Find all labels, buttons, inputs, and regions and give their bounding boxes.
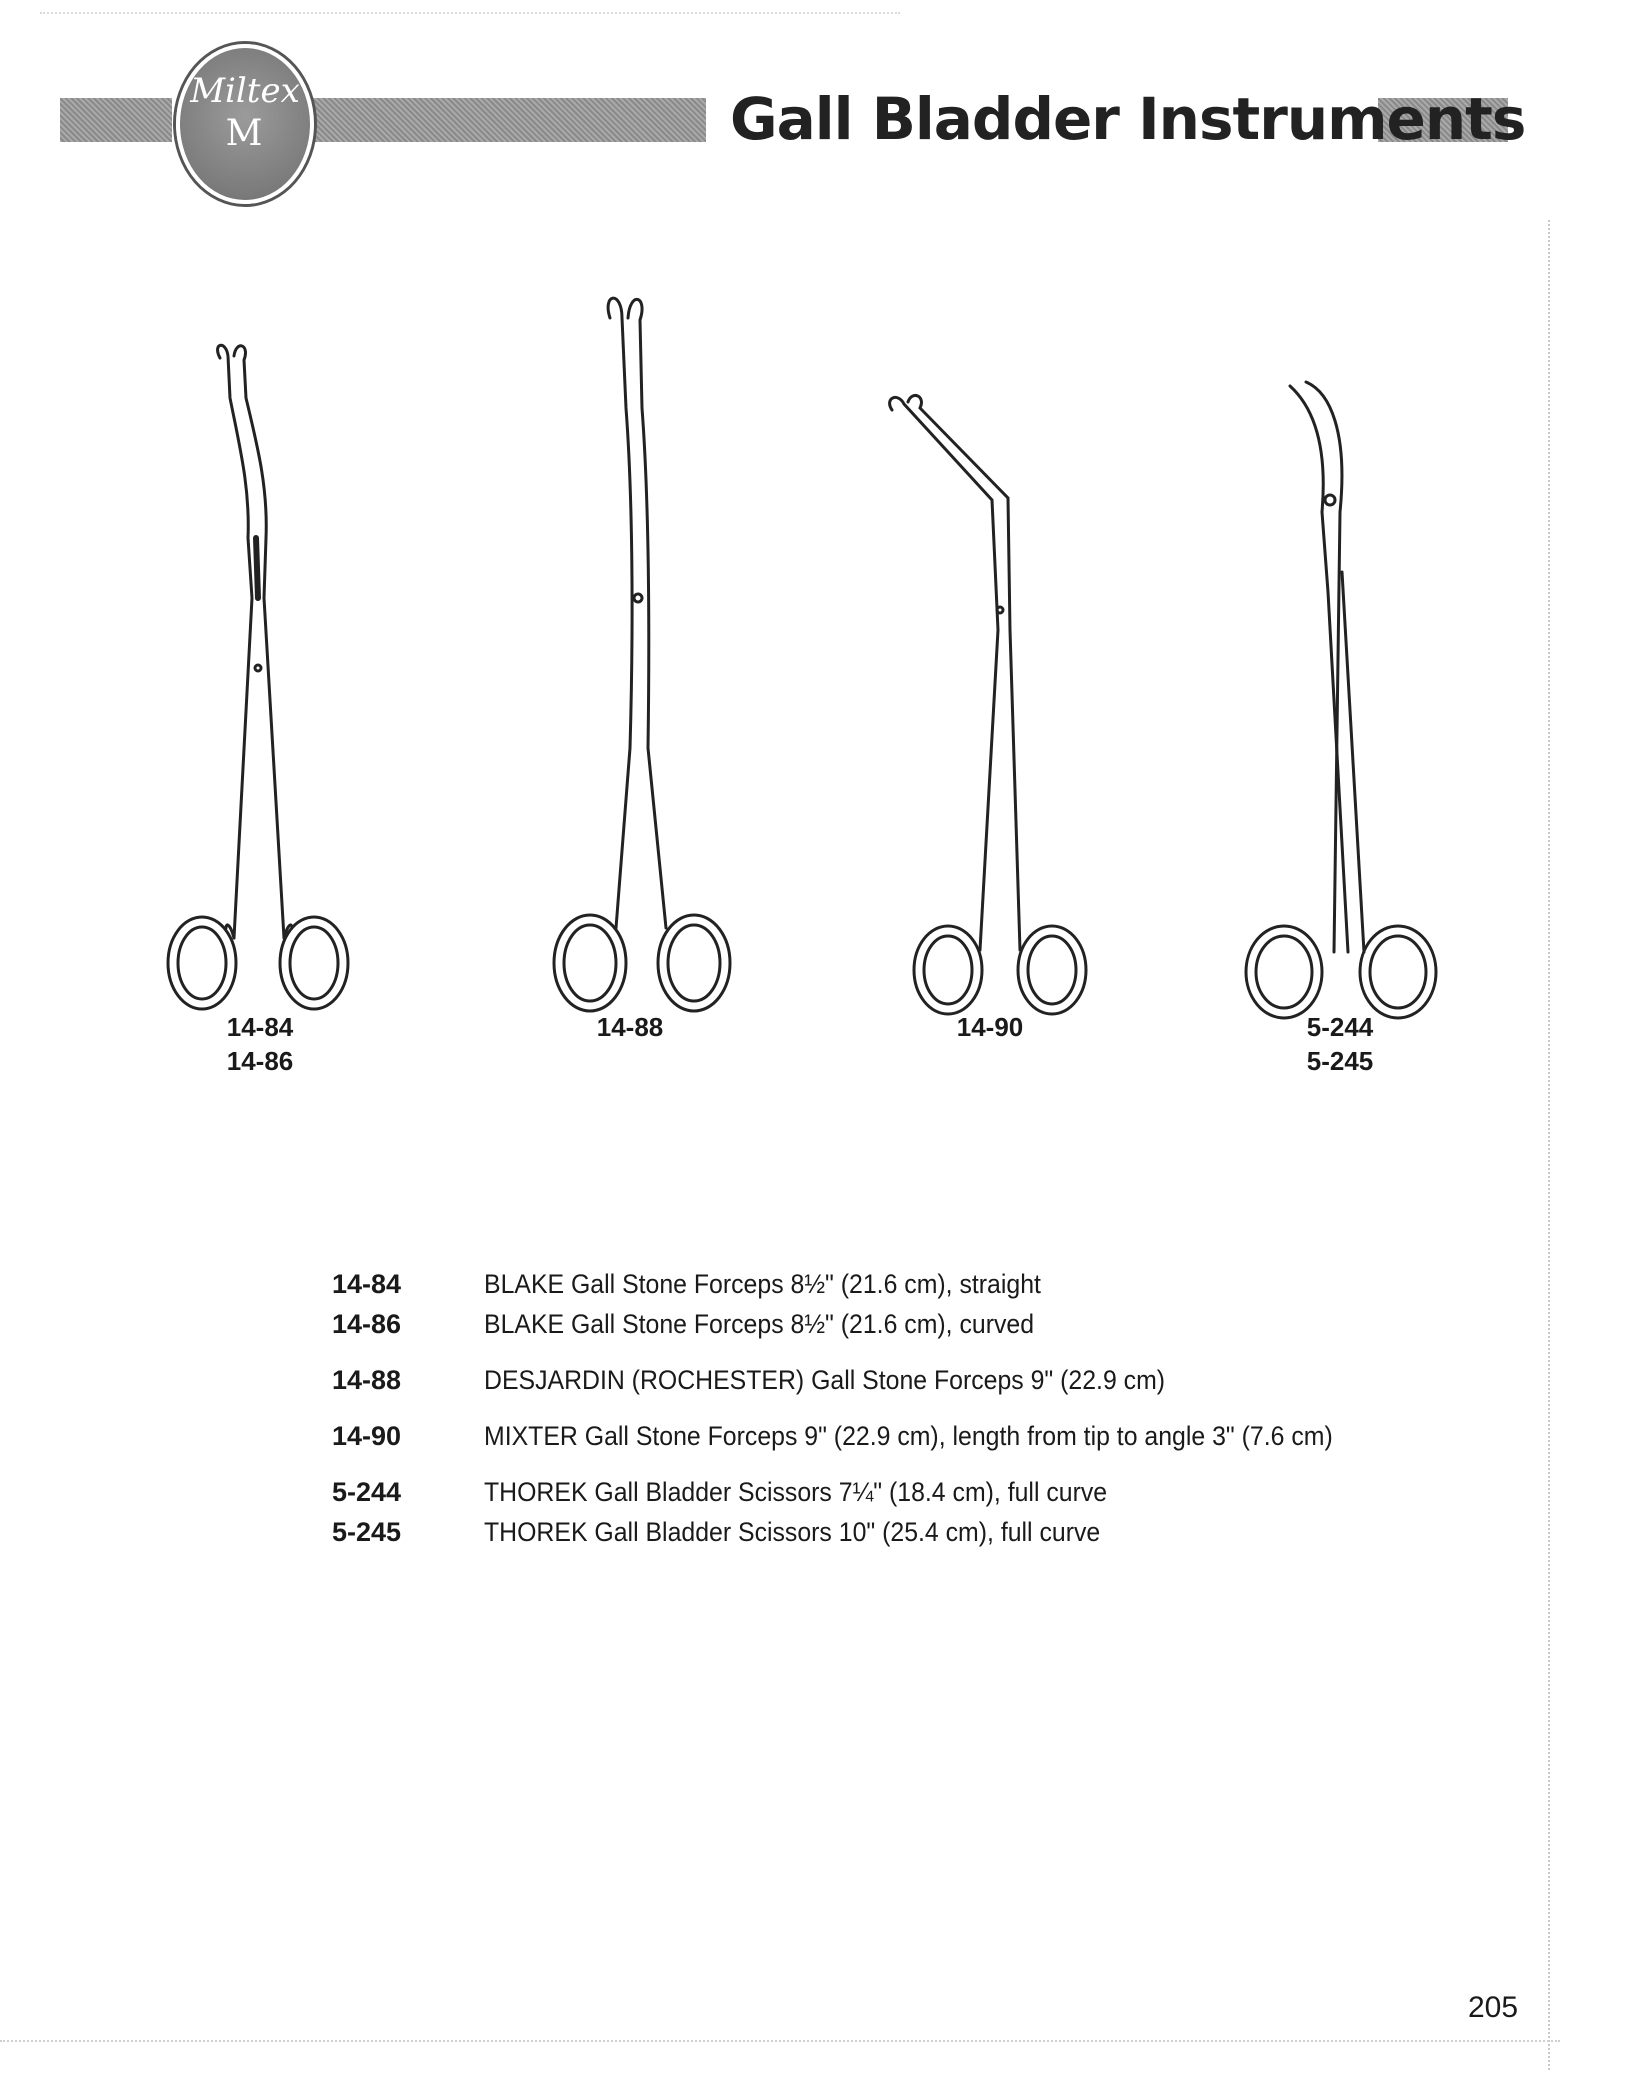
header-bar-middle xyxy=(312,98,706,142)
scan-edge-bottom xyxy=(0,2040,1560,2044)
instrument-blake-forceps xyxy=(150,338,370,1018)
spec-row xyxy=(332,1512,1412,1552)
scan-edge-top xyxy=(40,12,900,16)
spec-description: BLAKE Gall Stone Forceps 8½" (21.6 cm), curved xyxy=(484,1309,1035,1339)
spec-group-blake xyxy=(332,1264,1412,1344)
instrument-thorek-scissors xyxy=(1230,372,1460,1022)
caption-mixter xyxy=(920,1010,1060,1044)
logo-mark: M xyxy=(225,113,265,154)
page-number: 205 xyxy=(1468,1991,1519,2024)
caption-code: 14-90 xyxy=(956,1012,1024,1042)
spec-description: DESJARDIN (ROCHESTER) Gall Stone Forceps 9" (22.9 cm) xyxy=(484,1365,1166,1395)
caption-code: 14-86 xyxy=(226,1046,294,1076)
spec-row xyxy=(332,1360,1412,1400)
instrument-desjardin-forceps xyxy=(530,288,750,1018)
spec-row xyxy=(332,1472,1412,1512)
spec-group-thorek xyxy=(332,1472,1412,1552)
spec-code: 14-88 xyxy=(332,1365,402,1395)
forceps-curved-icon xyxy=(150,338,370,1018)
spec-description: BLAKE Gall Stone Forceps 8½" (21.6 cm), straight xyxy=(484,1269,1041,1299)
brand-logo xyxy=(176,44,314,204)
spec-row xyxy=(332,1304,1412,1344)
spec-list xyxy=(332,1264,1412,1568)
caption-thorek xyxy=(1270,1010,1410,1078)
caption-code: 14-88 xyxy=(596,1012,664,1042)
spec-code: 5-244 xyxy=(332,1477,402,1507)
caption-code: 5-245 xyxy=(1306,1046,1374,1076)
spec-row xyxy=(332,1264,1412,1304)
spec-group-desjardin xyxy=(332,1360,1412,1400)
scissors-curved-icon xyxy=(1230,372,1460,1022)
caption-desjardin xyxy=(560,1010,700,1044)
forceps-angled-icon xyxy=(880,390,1100,1020)
spec-code: 14-84 xyxy=(332,1269,402,1299)
spec-description: THOREK Gall Bladder Scissors 7¼" (18.4 cm), full curve xyxy=(484,1477,1108,1507)
forceps-long-icon xyxy=(530,288,750,1018)
spec-code: 14-90 xyxy=(332,1421,402,1451)
spec-row xyxy=(332,1416,1412,1456)
header-bar-left xyxy=(60,98,172,142)
scan-edge-right xyxy=(1548,220,1554,2070)
spec-description: THOREK Gall Bladder Scissors 10" (25.4 cm), full curve xyxy=(484,1517,1101,1547)
spec-code: 5-245 xyxy=(332,1517,402,1547)
caption-code: 5-244 xyxy=(1306,1012,1374,1042)
caption-code: 14-84 xyxy=(226,1012,294,1042)
spec-group-mixter xyxy=(332,1416,1412,1456)
caption-blake xyxy=(190,1010,330,1078)
instrument-mixter-forceps xyxy=(880,390,1100,1020)
spec-description: MIXTER Gall Stone Forceps 9" (22.9 cm), length from tip to angle 3" (7.6 cm) xyxy=(484,1421,1333,1451)
page-title: Gall Bladder Instruments xyxy=(730,85,1526,153)
spec-code: 14-86 xyxy=(332,1309,402,1339)
logo-script-text: Miltex xyxy=(190,71,300,111)
